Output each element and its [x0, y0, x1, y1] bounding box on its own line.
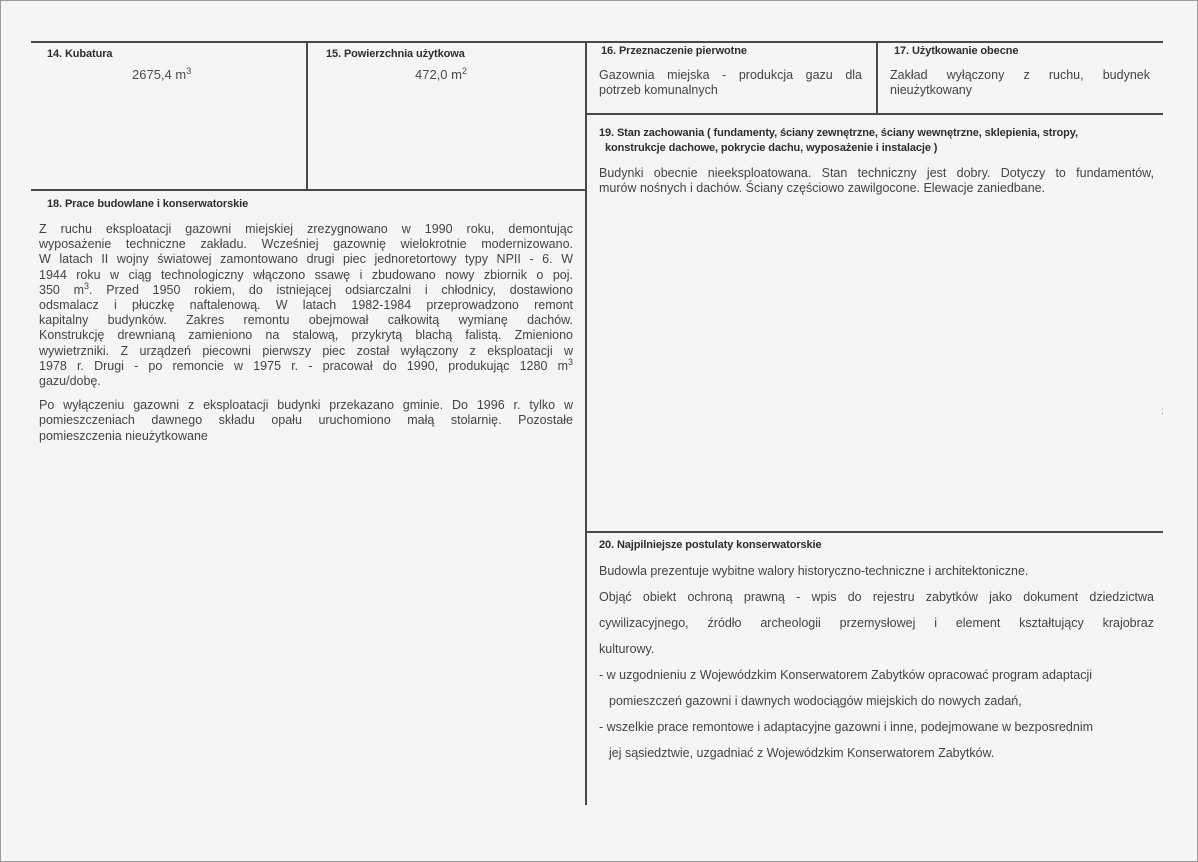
rule-under-16-17 [585, 113, 1163, 115]
kubatura-value: 2675,4 $m^3$ [132, 66, 192, 82]
uzytkowanie-text: Zakład wyłączony z ruchu, budynek nieużytkowany [890, 68, 1150, 98]
powierzchnia-value: 472,0 $m^2$ [415, 66, 467, 82]
prace-header: 18. Prace budowlane i konserwatorskie [47, 198, 249, 210]
rule-above-18 [31, 189, 585, 191]
center-divider [585, 41, 587, 805]
kubatura-header: 14. Kubatura [47, 48, 113, 60]
prace-text: Z ruchu eksploatacji gazowni miejskiej zrezygnowano w 1990 roku, demontując wyposażenie techniczne zakładu. Wcześniej gazownię wielokrotnie modernizowano. W latach II wojny światowej zamontowano drugi piec jednoretortowy typy NPII - 6. W 1944 roku w ciąg technologiczny włączono ssawę i zbudowano nowy zbiornik o poj. 350 $m^3$. Przed 1950 rokiem, do istniejącej odsiarczalni i chłodnicy, dostawiono odsmalacz i płuczkę naftalenową. W latach 1982-1984 przeprowadzono remont kapitalny budynków. Zakres remontu obejmował całkowitą wymianę dachów. Konstrukcję drewnianą zamieniono na stalową, przykrytą blachą falistą. Zmieniono wywietrzniki. Z urządzeń piecowni pierwszy piec został wyłączony z eksploatacji w 1978 r. Drugi - po remoncie w 1975 r. - pracował do 1990, produkując 1280 $m^3$ gazu/dobę. Po wyłączeniu gazowni z eksploatacji budynki przekazano gminie. Do 1996 r. tylko w pomieszczeniach dawnego składu opału uruchomiono małą stolarnię. Pozostałe pomieszczenia nieużytkowane [39, 222, 574, 443]
divider-16-17 [876, 41, 878, 113]
stan-zachowania-text: Budynki obecnie nieeksploatowana. Stan techniczny jest dobry. Dotyczy to fundamentów, murów nośnych i dachów. Ściany częściowo zawilgocone. Elewacje zaniedbane. [599, 166, 1154, 196]
powierzchnia-header: 15. Powierzchnia użytkowa [326, 48, 465, 60]
rule-above-20 [585, 531, 1163, 533]
uzytkowanie-header: 17. Użytkowanie obecne [894, 45, 1019, 57]
postulaty-header: 20. Najpilniejsze postulaty konserwatorskie [599, 539, 822, 551]
postulaty-text: Budowla prezentuje wybitne walory historyczno-techniczne i architektoniczne. Objąć obiekt ochroną prawną - wpis do rejestru zabytków jako dokument dziedzictwa cywilizacyjnego, źródło archeologii przemysłowej i element kształtujący krajobraz kulturowy. - w uzgodnieniu z Wojewódzkim Konserwatorem Zabytków opracować program adaptacji pomieszczeń gazowni i dawnych wodociągów miejskich do nowych zadań, - wszelkie prace remontowe i adaptacyjne gazowni i inne, podejmowane w bezposrednim jej sąsiedztwie, uzgadniać z Wojewódzkim Konserwatorem Zabytków. [599, 564, 1154, 760]
stan-zachowania-header-2: konstrukcje dachowe, pokrycie dachu, wyposażenie i instalacje ) [605, 142, 938, 154]
top-rule [31, 41, 1163, 43]
przeznaczenie-header: 16. Przeznaczenie pierwotne [601, 45, 747, 57]
margin-mark: : [1161, 406, 1164, 417]
divider-14-15 [306, 41, 308, 189]
przeznaczenie-text: Gazownia miejska - produkcja gazu dla potrzeb komunalnych [599, 68, 862, 98]
stan-zachowania-header-1: 19. Stan zachowania ( fundamenty, ściany zewnętrzne, ściany wewnętrzne, sklepienia, stropy, [599, 127, 1078, 139]
